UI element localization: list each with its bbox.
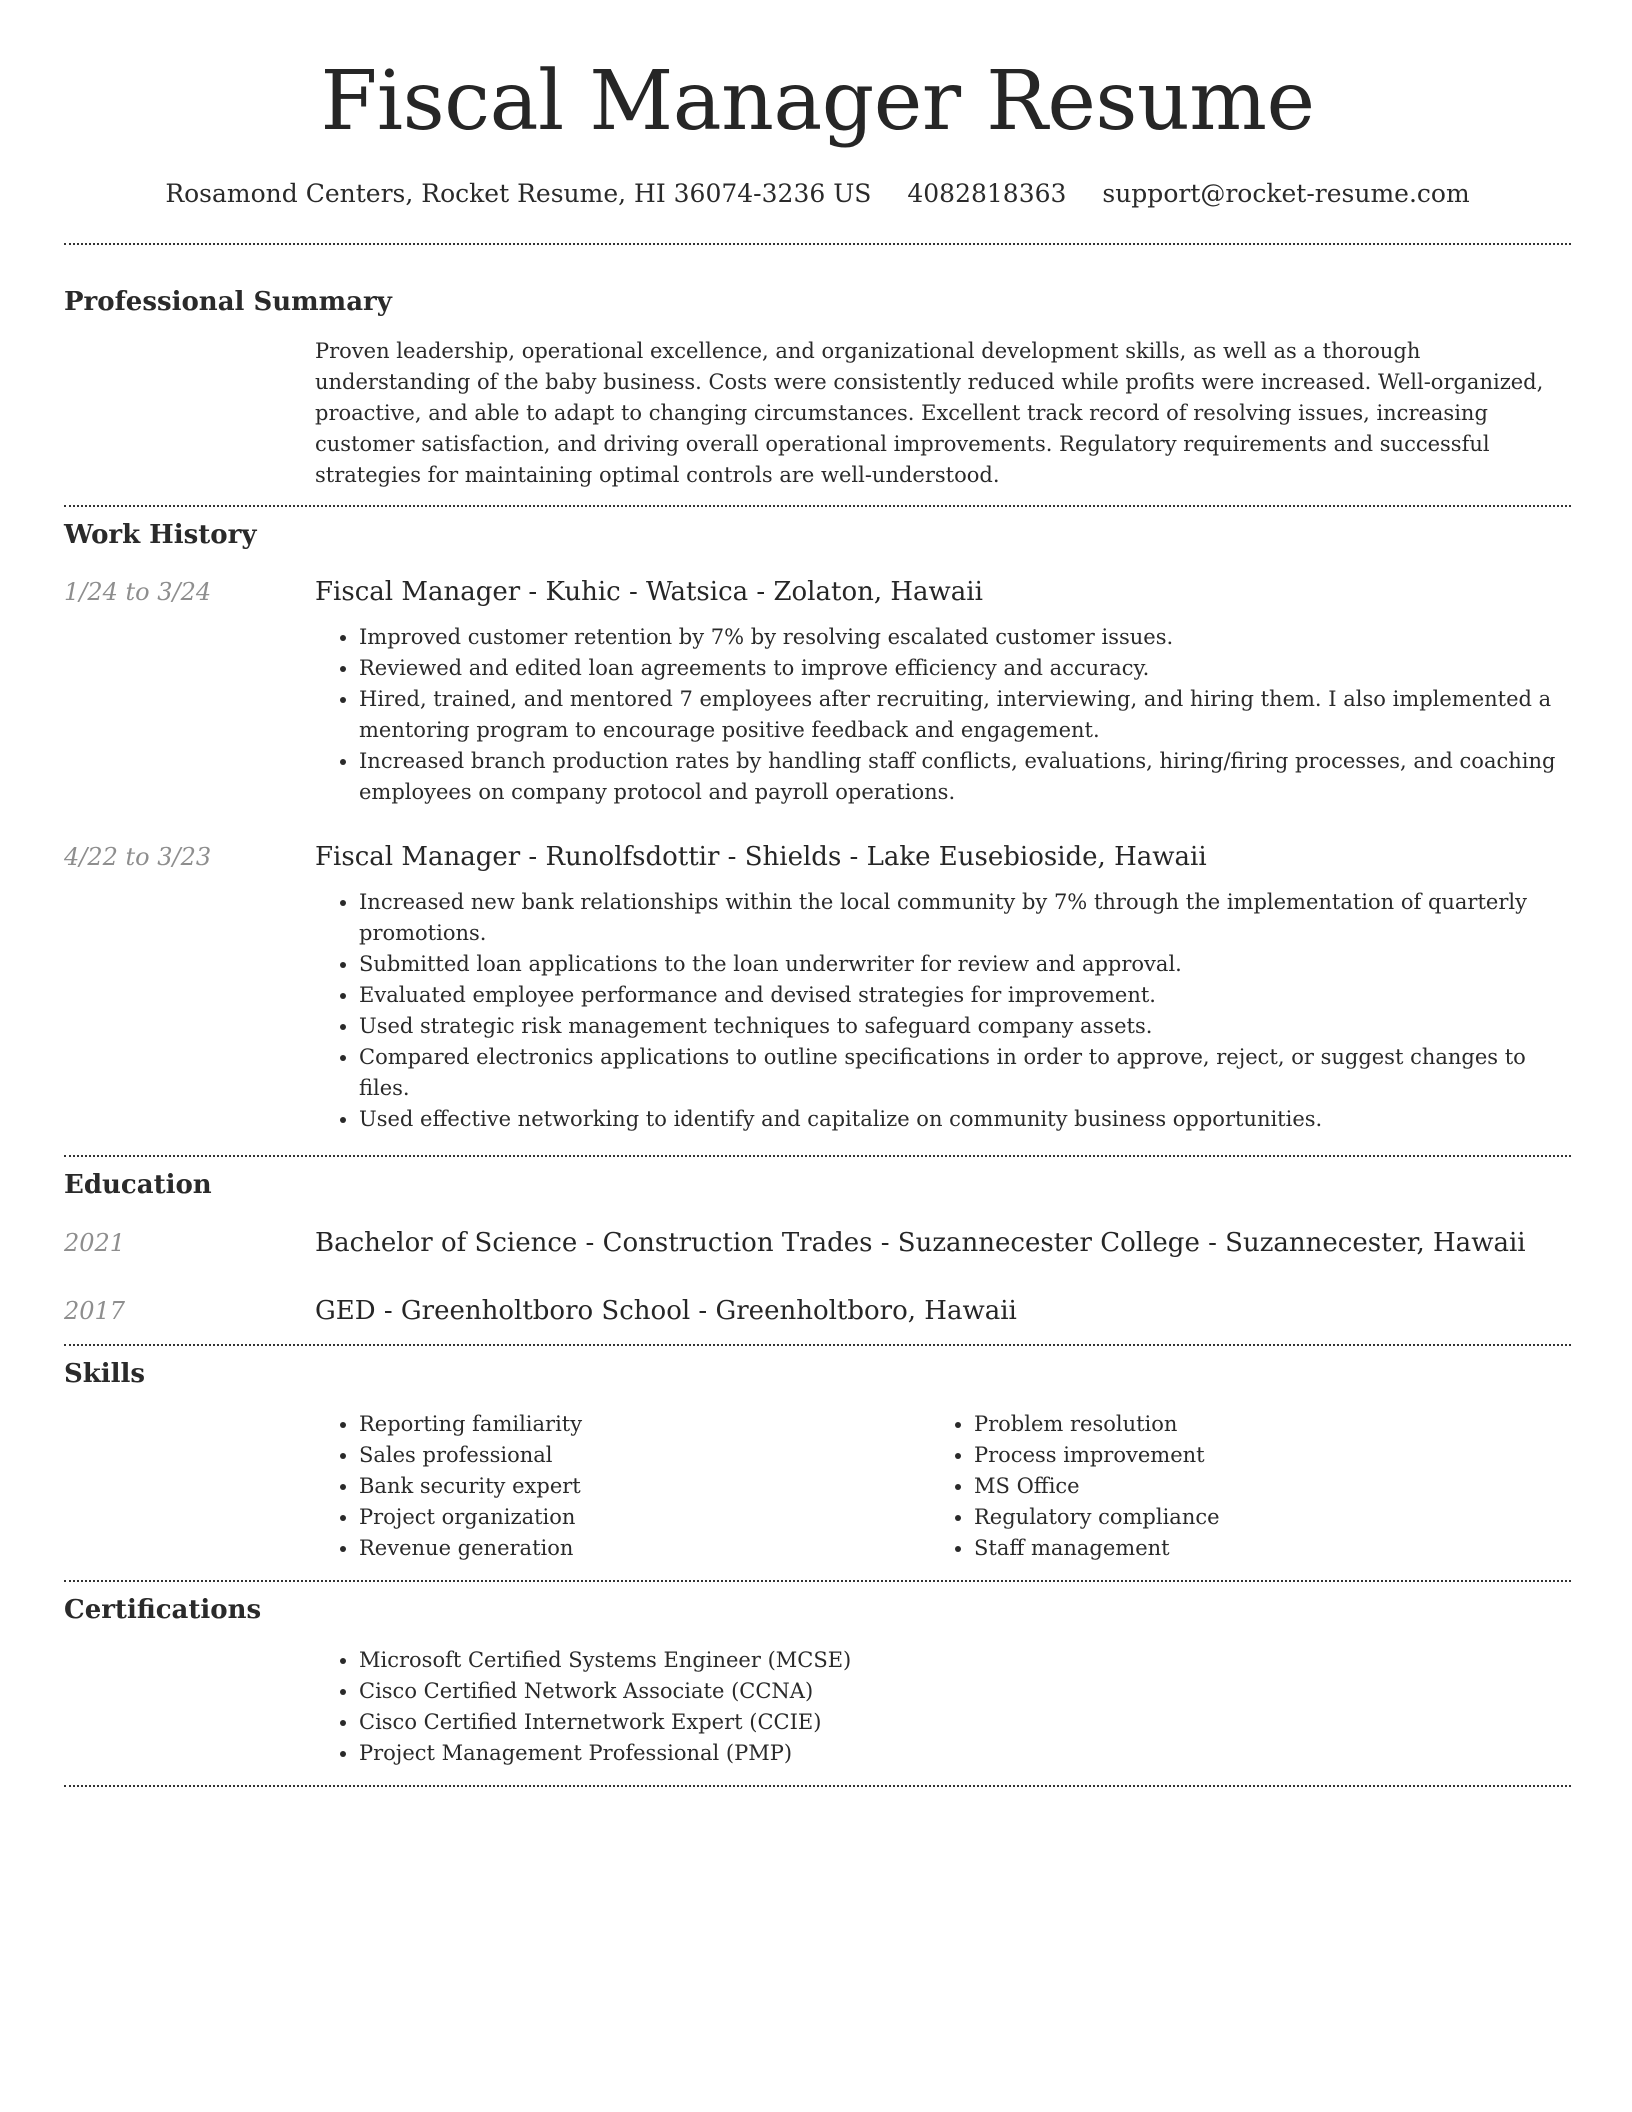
skill-item: • Regulatory compliance	[974, 1502, 1545, 1533]
divider	[64, 243, 1571, 245]
divider	[64, 1580, 1571, 1582]
job-bullet: • Submitted loan applications to the loan underwriter for review and approval.	[359, 949, 1571, 980]
summary-section	[64, 285, 1571, 491]
certifications-list	[315, 1645, 1571, 1769]
certification-item: • Cisco Certified Internetwork Expert (CCIE)	[359, 1707, 1571, 1738]
resume-page	[64, 0, 1571, 1787]
divider	[64, 505, 1571, 507]
skill-item: • Revenue generation	[359, 1533, 930, 1564]
job-dates: 1/24 to 3/24	[64, 578, 212, 606]
divider	[64, 1785, 1571, 1787]
summary-text: Proven leadership, operational excellence, and organizational development skills, as well as a thorough understanding of the baby business. Costs were consistently reduced while profits were increased. Well-organized, proactive, and able to adapt to changing circumstances. Excellent track record of resolving issues, increasing customer satisfaction, and driving overall operational improvements. Regulatory requirements and successful strategies for maintaining optimal controls are well-understood.	[315, 339, 1544, 487]
skill-item: • Staff management	[974, 1533, 1545, 1564]
skill-item: • Sales professional	[359, 1440, 930, 1471]
job-bullet: • Improved customer retention by 7% by resolving escalated customer issues.	[359, 622, 1571, 653]
contact-address: Rosamond Centers, Rocket Resume, HI 36074-3236 US	[165, 179, 872, 208]
skill-item: • MS Office	[974, 1471, 1545, 1502]
contact-phone: 4082818363	[907, 179, 1067, 208]
skill-item: • Project organization	[359, 1502, 930, 1533]
certification-item: • Project Management Professional (PMP)	[359, 1738, 1571, 1769]
skills-columns	[315, 1409, 1571, 1564]
education-text: Bachelor of Science - Construction Trades - Suzannecester College - Suzannecester, Hawaii	[315, 1228, 1526, 1258]
skill-item: • Process improvement	[974, 1440, 1545, 1471]
job-bullet: • Increased new bank relationships within the local community by 7% through the implementation of quarterly promotions.	[359, 887, 1571, 949]
education-entry	[64, 1294, 1571, 1328]
certifications-section	[64, 1593, 1571, 1769]
work-history-heading: Work History	[64, 520, 257, 550]
job-bullet: • Evaluated employee performance and devised strategies for improvement.	[359, 980, 1571, 1011]
skills-list-right	[930, 1409, 1545, 1564]
skill-item: • Bank security expert	[359, 1471, 930, 1502]
work-history-section	[64, 518, 1571, 1135]
contact-email: support@rocket-resume.com	[1102, 179, 1470, 208]
job-entry	[64, 840, 1571, 1135]
job-title: Fiscal Manager - Runolfsdottir - Shields - Lake Eusebioside, Hawaii	[315, 842, 1207, 872]
page-title: Fiscal Manager Resume	[320, 54, 1315, 149]
job-bullet: • Increased branch production rates by handling staff conflicts, evaluations, hiring/firing processes, and coaching employees on company protocol and payroll operations.	[359, 746, 1571, 808]
skill-item: • Reporting familiarity	[359, 1409, 930, 1440]
education-heading: Education	[64, 1170, 212, 1200]
education-year: 2017	[64, 1297, 126, 1325]
job-title: Fiscal Manager - Kuhic - Watsica - Zolaton, Hawaii	[315, 577, 983, 607]
job-bullet: • Compared electronics applications to outline specifications in order to approve, reject, or suggest changes to files.	[359, 1042, 1571, 1104]
divider	[64, 1155, 1571, 1157]
job-entry	[64, 575, 1571, 808]
education-text: GED - Greenholtboro School - Greenholtboro, Hawaii	[315, 1296, 1017, 1326]
job-bullet: • Used strategic risk management techniques to safeguard company assets.	[359, 1011, 1571, 1042]
education-section	[64, 1168, 1571, 1328]
skills-list-left	[315, 1409, 930, 1564]
certification-item: • Cisco Certified Network Associate (CCNA)	[359, 1676, 1571, 1707]
education-entry	[64, 1226, 1571, 1260]
divider	[64, 1344, 1571, 1346]
certifications-heading: Certifications	[64, 1595, 262, 1625]
job-dates: 4/22 to 3/23	[64, 843, 212, 871]
job-bullets	[315, 887, 1571, 1135]
job-bullet: • Reviewed and edited loan agreements to improve efficiency and accuracy.	[359, 653, 1571, 684]
job-bullets	[315, 622, 1571, 808]
contact-line	[64, 178, 1571, 210]
certification-item: • Microsoft Certified Systems Engineer (MCSE)	[359, 1645, 1571, 1676]
skills-section	[64, 1357, 1571, 1564]
job-bullet: • Hired, trained, and mentored 7 employees after recruiting, interviewing, and hiring them. I also implemented a mentoring program to encourage positive feedback and engagement.	[359, 684, 1571, 746]
skill-item: • Problem resolution	[974, 1409, 1545, 1440]
education-year: 2021	[64, 1229, 126, 1257]
job-bullet: • Used effective networking to identify and capitalize on community business opportunities.	[359, 1104, 1571, 1135]
skills-heading: Skills	[64, 1359, 146, 1389]
summary-heading: Professional Summary	[64, 287, 392, 317]
